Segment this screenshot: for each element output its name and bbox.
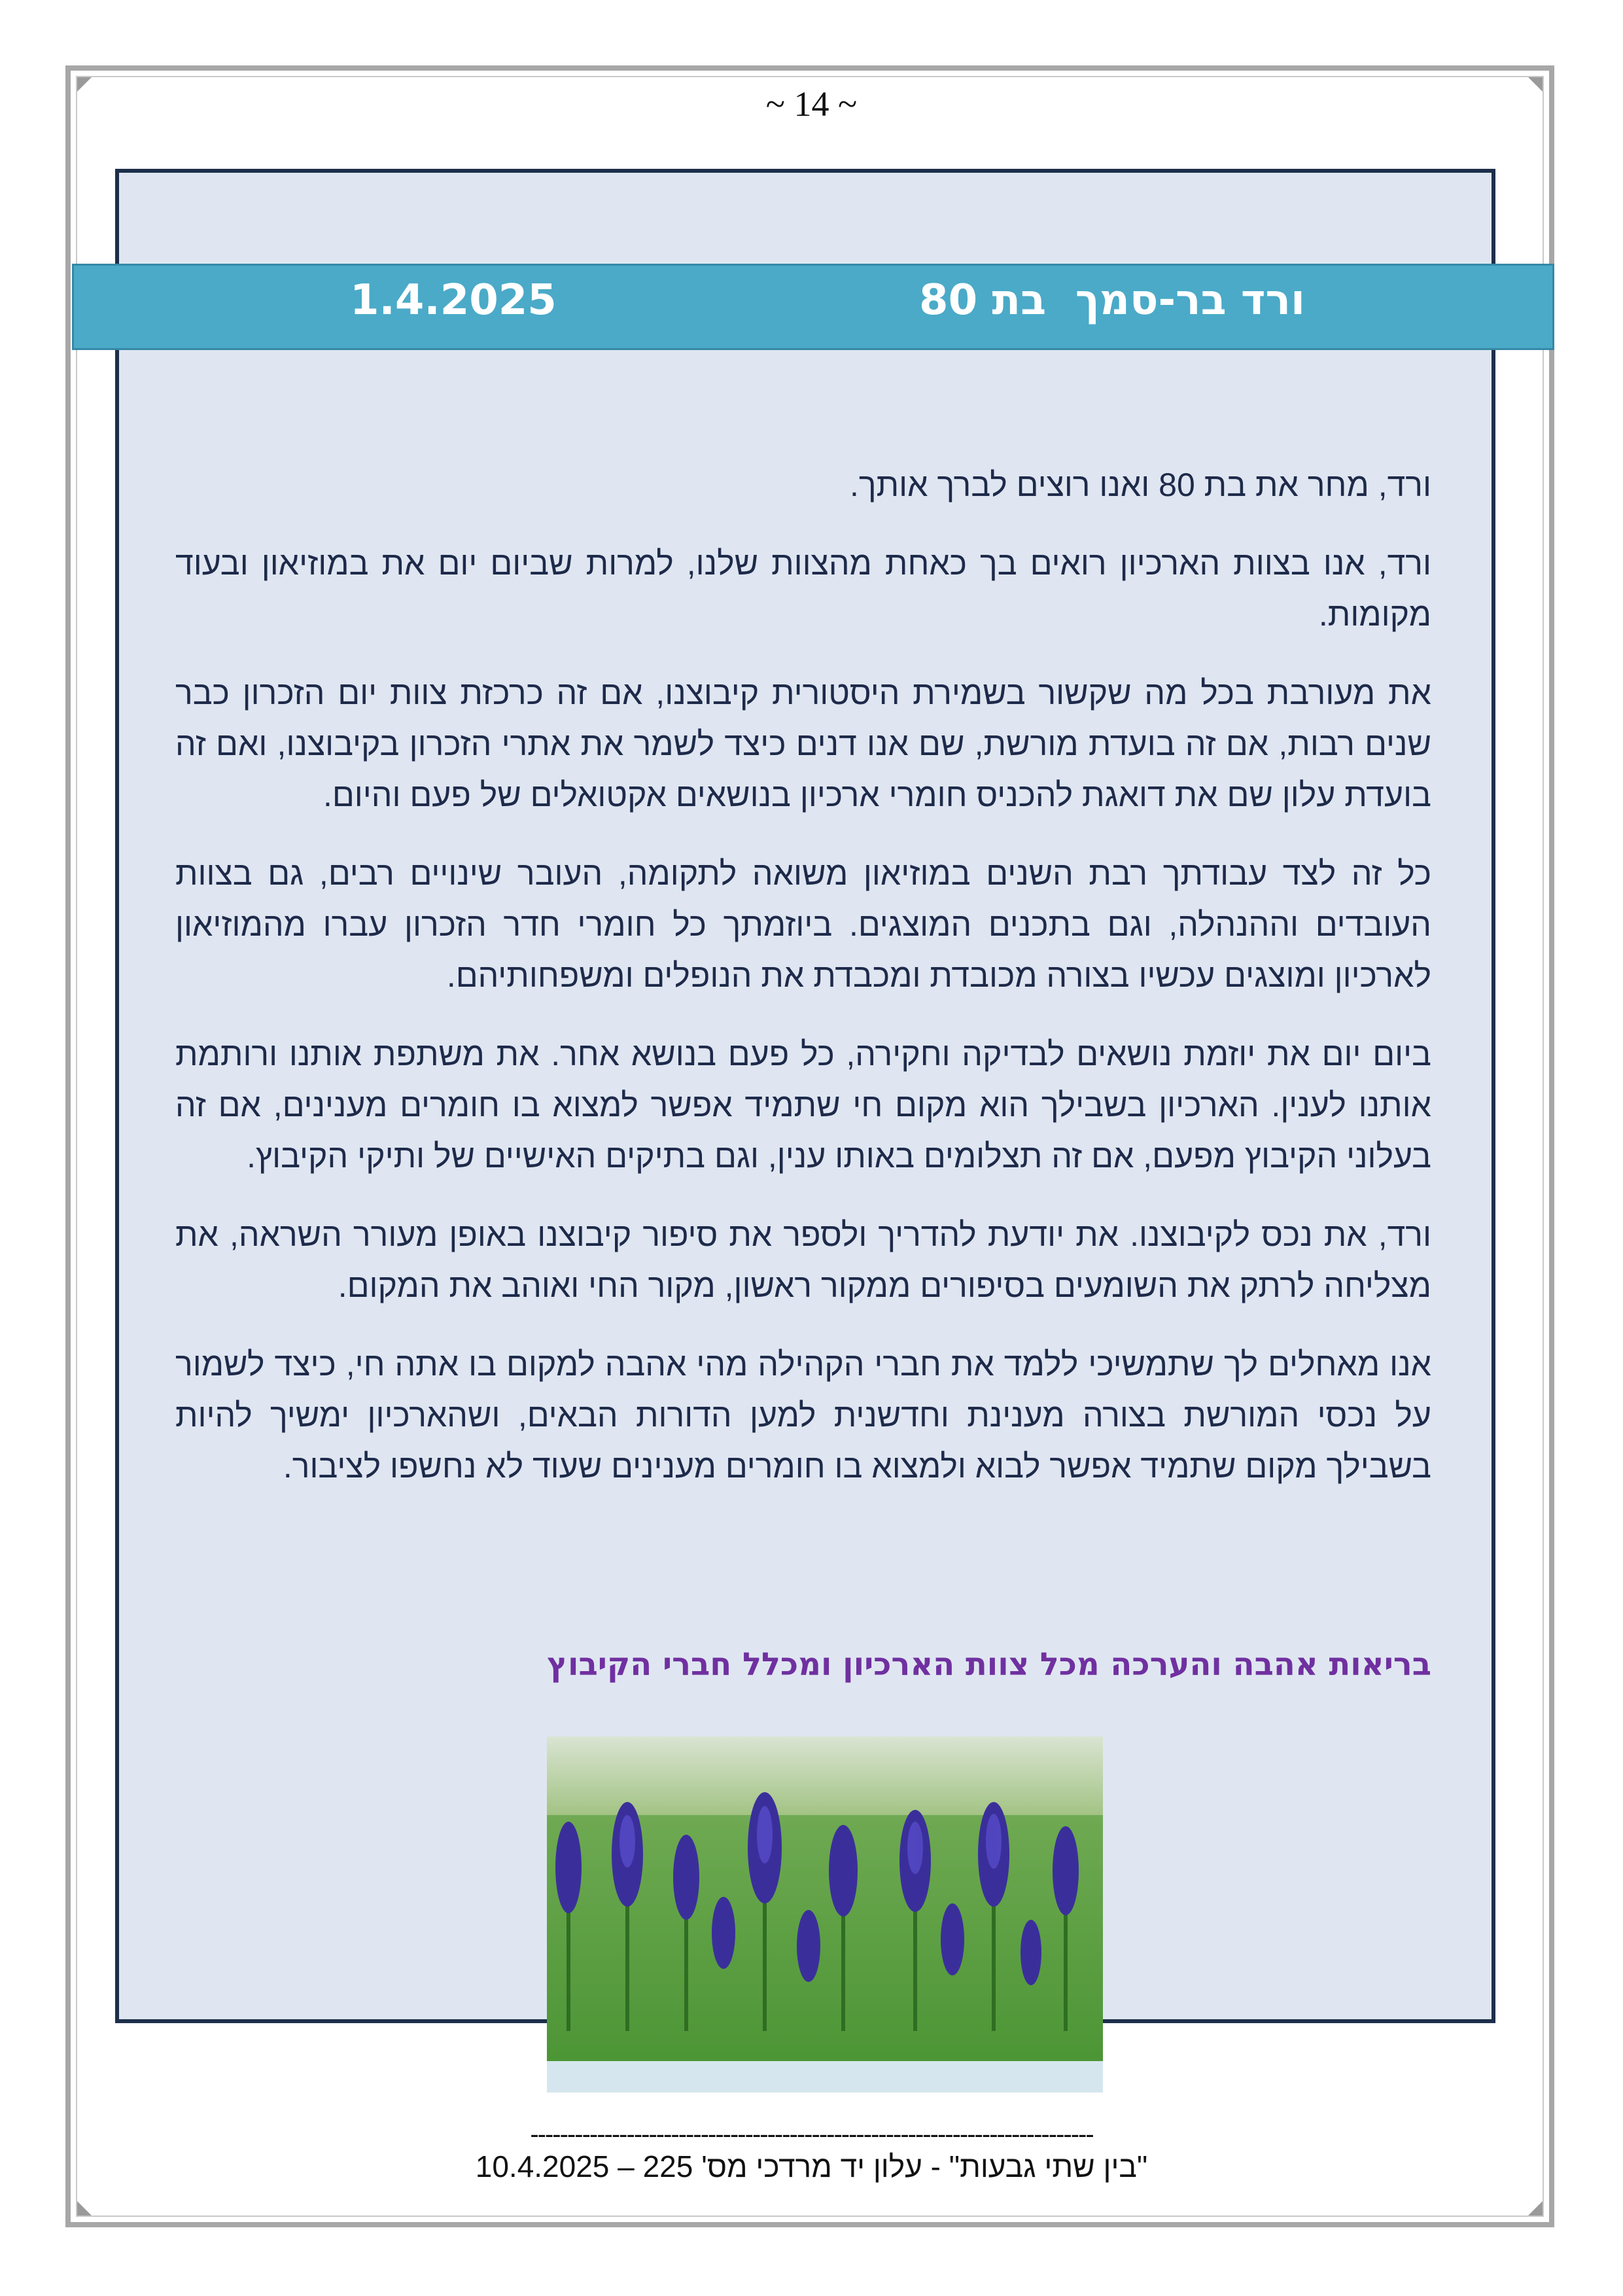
footer-publication-info: "בין שתי גבעות" - עלון יד מרדכי מס' 225 – 10.4.2025 [475,2149,1148,2183]
title-bar [72,264,1554,350]
page-number: ~ 14 ~ [765,84,858,124]
paragraph: ורד, מחר את בת 80 ואנו רוצים לברך אותך. [850,467,1431,503]
paragraph: כל זה לצד עבודתך רבת השנים במוזיאון משואה לתקומה, העובר שינויים רבים, גם בצוות העובדים וההנהלה, וגם בתכנים המוצגים. ביוזמתך כל חומרי חדר הזכרון עברו מהמוזיאון לארכיון ומוצגים עכשיו בצורה מכובדת ומכבדת את הנופלים ומשפחותיהם. [175,855,1431,994]
article-body [175,459,1431,1519]
title-date: 1.4.2025 [350,276,557,325]
paragraph: אנו מאחלים לך שתמשיכי ללמד את חברי הקהילה מהי אהבה למקום בו אתה חי, כיצד לשמור על נכסי המורשת בצורה מענינת וחדשנית למען הדורות הבאים, ושהארכיון ימשיך להיות בשבילך מקום שתמיד אפשר לבוא ולמצוא בו חומרים מענינים שעוד לא נחשפו לציבור. [175,1346,1431,1485]
corner-ornament-bottom-left [77,2201,92,2216]
paragraph: את מעורבת בכל מה שקשור בשמירת היסטורית קיבוצנו, אם זה כרכזת צוות יום הזכרון כבר שנים רבות, אם זה בועדת מורשת, שם אנו דנים כיצד לשמר את אתרי הזכרון בקיבוצנו, ואם זה בועדת עלון שם את דואגת להכניס חומרי ארכיון בנושאים אקטואלים של פעם והיום. [175,675,1431,813]
corner-ornament-bottom-right [1528,2201,1543,2216]
footer-divider: ---------------------------------------------------------------------------- [530,2120,1093,2149]
lupine-flowers-photo [547,1737,1103,2093]
closing-greeting: בריאות אהבה והערכה מכל צוות הארכיון ומכלל חברי הקיבוץ [547,1646,1431,1683]
title-name-age: ורד בר-סמך בת 80 [919,276,1305,325]
paragraph: ורד, אנו בצוות הארכיון רואים בך כאחת מהצוות שלנו, למרות שביום יום את במוזיאון ובעוד מקומות. [175,545,1431,633]
paragraph: ורד, את נכס לקיבוצנו. את יודעת להדריך ולספר את סיפור קיבוצנו באופן מעורר השראה, את מצליחה לרתק את השומעים בסיפורים ממקור ראשון, מקור החי ואוהב את המקום. [175,1216,1431,1304]
paragraph: ביום יום את יוזמת נושאים לבדיקה וחקירה, כל פעם בנושא אחר. את משתפת אותנו ורותמת אותנו לענין. הארכיון בשבילך הוא מקום חי שתמיד אפשר למצוא בו חומרים מענינים, אם זה בעלוני הקיבוץ מפעם, אם זה תצלומים באותו ענין, וגם בתיקים האישיים של ותיקי הקיבוץ. [175,1036,1431,1174]
